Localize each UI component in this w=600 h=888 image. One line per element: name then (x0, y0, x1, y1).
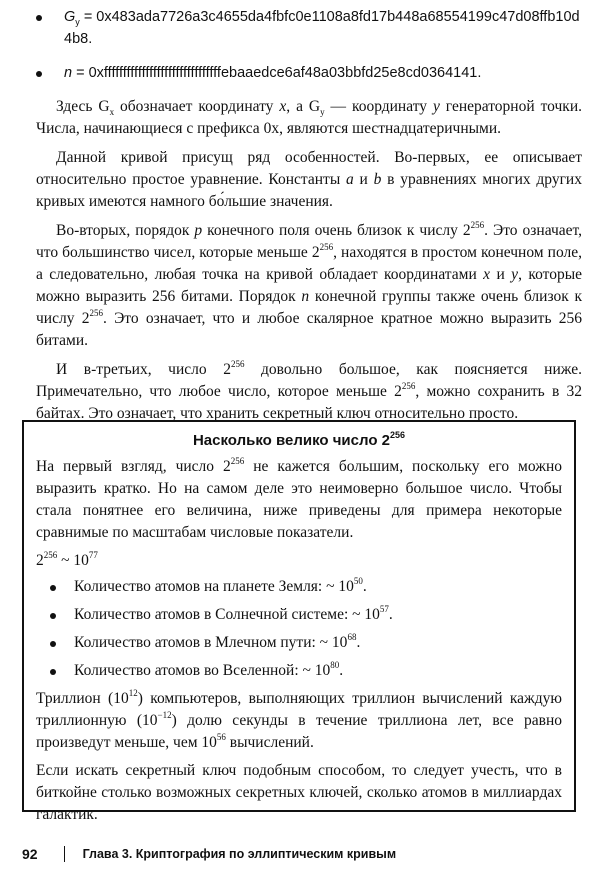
list-item: Количество атомов в Солнечной системе: ~ $10^{57}$. (36, 604, 562, 626)
bullet-icon (36, 15, 42, 21)
list-item: Количество атомов в Млечном пути: ~ $10^{68}$. (36, 632, 562, 654)
curve-parameters-list (36, 6, 584, 96)
paragraph-second-feature: Во-вторых, порядок p конечного поля очень близок к числу $2^{256}$. Это означает, что большинство чисел, которые меньше $2^{256}$, находятся в простом конечном поле, а следовательно, любая точка на кривой обладает координатами x и y, которые можно выразить 256 битами. Порядок n конечной группы также очень близок к числу $2^{256}$. Это означает, что и любое скалярное кратное можно выразить 256 битами. (36, 219, 583, 349)
bullet-icon (36, 71, 42, 77)
list-item-n (36, 62, 584, 84)
comparison-list (36, 576, 562, 682)
list-item-gy (36, 6, 584, 50)
box-intro: На первый взгляд, число $2^{256}$ не кажется большим, поскольку его можно выразить кратко. Но на самом деле это неимоверно большое число. Чтобы стала понятнее его величина, ниже приведены для примера некоторые сравнимые по масштабам числовые показатели. (36, 455, 562, 541)
body-text (36, 96, 582, 432)
list-item: Количество атомов на планете Земля: ~ $10^{50}$. (36, 576, 562, 598)
footer-divider (64, 846, 65, 862)
box-trillion: Триллион $(10^{12})$ компьютеров, выполняющих триллион вычислений каждую триллионную $(10^{-12})$ долю секунды в течение триллиона лет, все равно произведут меньше, чем $10^{56}$ вычислений. (36, 687, 562, 751)
bullet-icon (50, 641, 56, 647)
sidebar-box (22, 420, 576, 823)
paragraph-generator-point: Здесь $G_x$ обозначает координату x, а $G_y$ — координату y генераторной точки. Числа, начинающиеся с префикса 0x, являются шестнадцатеричными. (36, 98, 582, 137)
bullet-icon (50, 669, 56, 675)
bullet-icon (50, 613, 56, 619)
bullet-icon (50, 585, 56, 591)
box-conclusion: Если искать секретный ключ подобным способом, то следует учесть, что в биткойне столько возможных секретных ключей, сколько атомов в миллиардах галактик. (36, 762, 562, 823)
paragraph-features: Данной кривой присущ ряд особенностей. Во-первых, ее описывает относительно простое уравнение. Константы a и b в уравнениях многих других кривых имеются намного бо́льшие значения. (36, 149, 582, 210)
gy-parameter: $G_y$ = 0x483ada7726a3c4655da4fbfc0e1108a8fd17b448a68554199c47d08ffb10d4b8. (64, 9, 580, 47)
page-number: 92 (22, 846, 38, 862)
box-approximation: $2^{256}$ ~ $10^{77}$ (36, 549, 98, 569)
list-item: Количество атомов во Вселенной: ~ $10^{80}$. (36, 660, 562, 682)
paragraph-third-feature: И в-третьих, число $2^{256}$ довольно большое, как поясняется ниже. Примечательно, что любое число, которое меньше $2^{256}$, можно сохранить в 32 байтах. Это означает, что хранить секретный ключ относительно просто. (36, 358, 583, 422)
page-footer (22, 846, 396, 862)
n-parameter: n = 0xfffffffffffffffffffffffffffffffebaaedce6af48a03bbfd25e8cd0364141. (64, 65, 482, 81)
chapter-title: Глава 3. Криптография по эллиптическим кривым (82, 847, 397, 861)
box-title: Насколько велико число $2^{256}$ (192, 430, 406, 449)
